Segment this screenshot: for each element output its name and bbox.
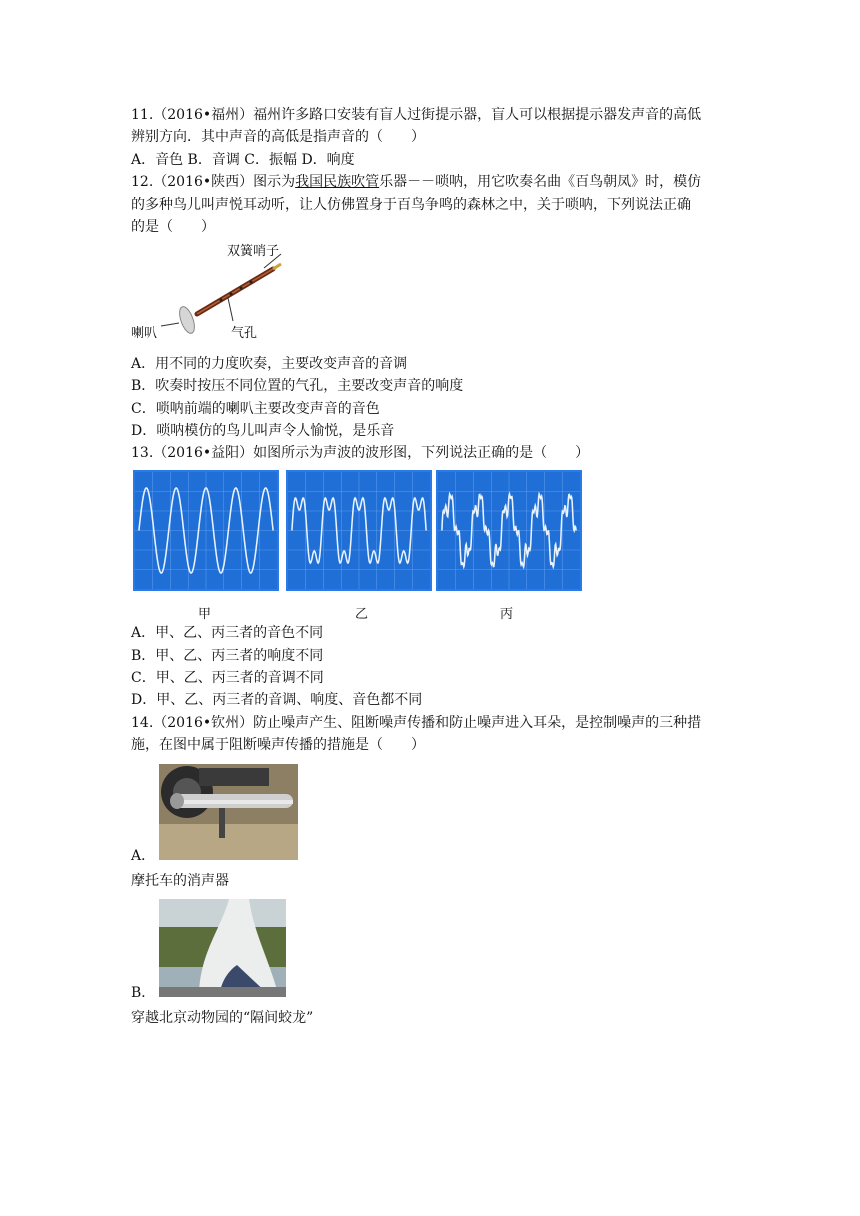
wave-label-jia: 甲 bbox=[198, 607, 212, 622]
waveform-jia-plot bbox=[135, 472, 277, 589]
q12-option-a: A．用不同的力度吹奏，主要改变声音的音调 bbox=[131, 356, 408, 372]
suona-label-reed: 双簧哨子 bbox=[227, 244, 280, 259]
q11-line2: 辨别方向．其中声音的高低是指声音的（ ） bbox=[131, 129, 425, 145]
waveform-yi-plot bbox=[288, 472, 430, 589]
q14-option-a-letter: A． bbox=[131, 848, 156, 864]
q14-option-b-caption: 穿越北京动物园的“隔间蛟龙” bbox=[131, 1010, 314, 1026]
suona-label-hole: 气孔 bbox=[231, 326, 258, 341]
waveform-yi bbox=[286, 470, 432, 591]
q14-line2: 施，在图中属于阻断噪声传播的措施是（ ） bbox=[131, 737, 425, 753]
q12-option-d: D．唢呐模仿的鸟儿叫声令人愉悦，是乐音 bbox=[131, 423, 395, 439]
q11-line1: 11.（2016•福州）福州许多路口安装有盲人过街提示器，盲人可以根据提示器发声音的高低 bbox=[131, 107, 702, 123]
q12-line1-pre: 12.（2016•陕西）图示为 bbox=[131, 174, 296, 190]
waveform-bing-plot bbox=[438, 472, 580, 589]
muffler-illustration bbox=[159, 764, 298, 860]
q13-option-a: A．甲、乙、丙三者的音色不同 bbox=[131, 625, 324, 641]
q13-line1: 13.（2016•益阳）如图所示为声波的波形图，下列说法正确的是（ ） bbox=[131, 445, 590, 461]
suona-label-bell: 喇叭 bbox=[131, 326, 158, 341]
q12-option-b: B．吹奏时按压不同位置的气孔，主要改变声音的响度 bbox=[131, 378, 464, 394]
q12-option-c: C．唢呐前端的喇叭主要改变声音的音色 bbox=[131, 401, 380, 417]
q13-option-c: C．甲、乙、丙三者的音调不同 bbox=[131, 670, 324, 686]
wave-label-yi: 乙 bbox=[355, 607, 369, 622]
waveform-bing bbox=[436, 470, 582, 591]
q14-line1: 14.（2016•钦州）防止噪声产生、阻断噪声传播和防止噪声进入耳朵，是控制噪声的三种措 bbox=[131, 715, 702, 731]
suona-figure bbox=[131, 240, 301, 345]
q13-option-b: B．甲、乙、丙三者的响度不同 bbox=[131, 648, 324, 664]
wave-label-bing: 丙 bbox=[500, 607, 514, 622]
q12-line3: 的是（ ） bbox=[131, 219, 215, 235]
noise-tunnel-photo bbox=[159, 899, 286, 997]
q12-line2: 的多种鸟儿叫声悦耳动听，让人仿佛置身于百鸟争鸣的森林之中，关于唢呐，下列说法正确 bbox=[131, 197, 691, 213]
noise-tunnel-illustration bbox=[159, 899, 286, 997]
q12-line1-underline: 我国民族吹管 bbox=[295, 174, 380, 190]
waveform-jia bbox=[133, 470, 279, 591]
q12-line1 bbox=[131, 172, 701, 192]
q13-option-d: D．甲、乙、丙三者的音调、响度、音色都不同 bbox=[131, 692, 423, 708]
q11-options: A．音色 B．音调 C．振幅 D．响度 bbox=[131, 152, 355, 168]
muffler-photo bbox=[159, 764, 298, 860]
q12-line1-post: 乐器－－唢呐，用它吹奏名曲《百鸟朝凤》时，模仿 bbox=[379, 174, 702, 190]
q14-option-a-caption: 摩托车的消声器 bbox=[131, 873, 229, 889]
q14-option-b-letter: B． bbox=[131, 985, 156, 1001]
